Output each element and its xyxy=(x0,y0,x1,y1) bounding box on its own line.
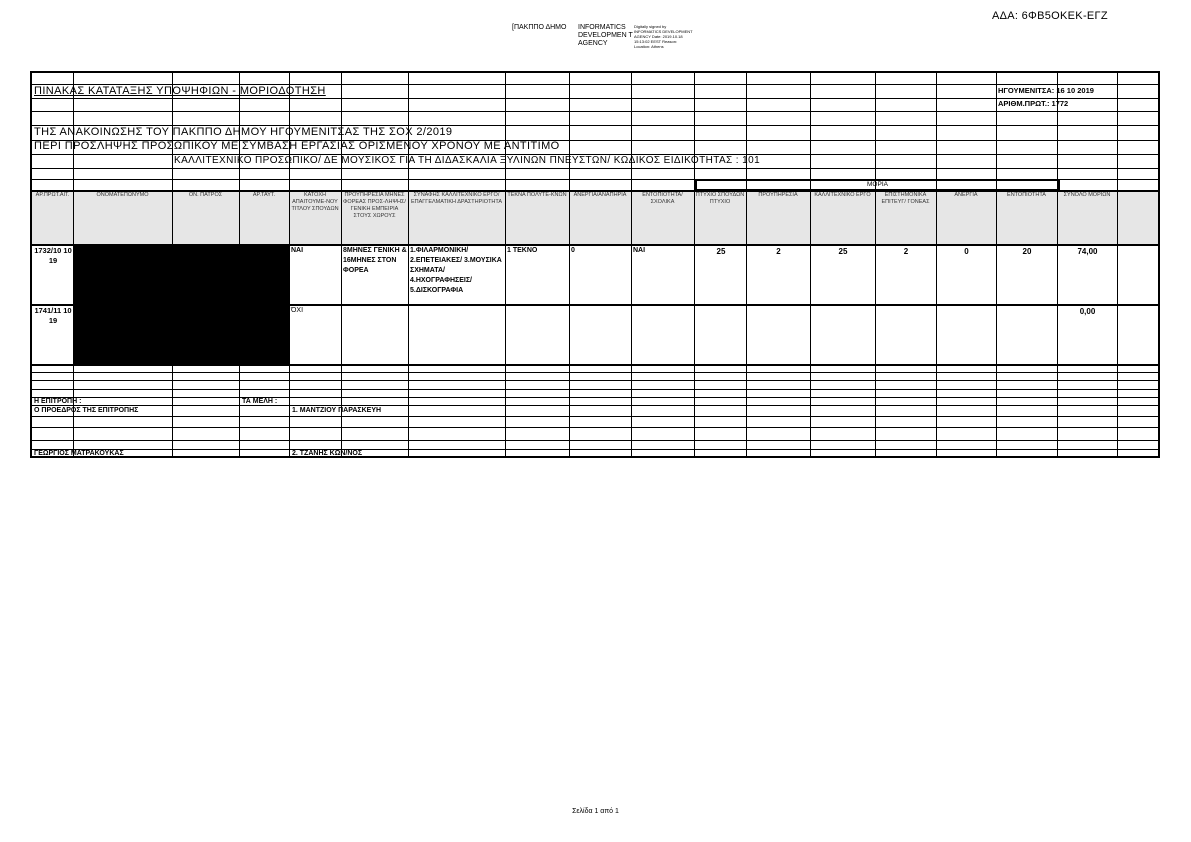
col-points-science: ΕΠΙΣΤΗΜΟΝΙΚΑ ΕΠΙΤΕΥΓ/ ΓΟΝΕΑΣ xyxy=(881,192,930,205)
row1-children: 1 ΤΕΚΝΟ xyxy=(507,247,538,254)
col-points-locality: ΕΝΤΟΠΙΟΤΗΤΑ xyxy=(1007,192,1046,198)
row1-points-service: 2 xyxy=(776,247,781,256)
col-service: ΠΡΟΥΠΗΡΕΣΙΑ ΜΗΝΕΣ ΦΟΡΕΑΣ ΠΡΟΣ-ΛΗΨΗΣ/ΓΕΝΙΚΗ ΕΜΠΕΙΡΙΑ ΣΤΟΥΣ ΧΩΡΟΥΣ xyxy=(343,192,406,219)
member1-name: 1. ΜΑΝΤΖΙΟΥ ΠΑΡΑΣΚΕΥΗ xyxy=(292,407,382,414)
col-points-artistic: ΚΑΛΛΙΤΕΧΝΙΚΟ ΕΡΓΟ xyxy=(814,192,871,198)
col-points-degree: ΠΤΥΧΙΟ ΣΠΟΥΔΩΝ ΠΤΥΧΙΟ xyxy=(695,192,745,205)
col-locality: ΕΝΤΟΠΙΟΤΗΤΑ/ ΣΧΟΛΙΚΑ xyxy=(642,192,683,205)
col-father: ΟΝ. ΠΑΤΡΟΣ xyxy=(188,192,223,198)
col-points-service: ΠΡΟΥΠΗΡΕΣΙΑ xyxy=(758,192,798,198)
moria-group-header: ΜΟΡΙΑ xyxy=(695,179,1060,191)
redacted-personal-data xyxy=(74,245,289,364)
row1-points-locality: 20 xyxy=(1022,247,1032,256)
row1-service: 8ΜΗΝΕΣ ΓΕΝΙΚΗ & 16ΜΗΝΕΣ ΣΤΟΝ ΦΟΡΕΑ xyxy=(343,247,407,274)
row1-points-artistic: 25 xyxy=(838,247,848,256)
page-footer: Σελίδα 1 από 1 xyxy=(572,808,619,815)
row1-points-unemployment: 0 xyxy=(964,247,969,256)
row1-artistic: 1.ΦΙΛΑΡΜΟΝΙΚΗ/ 2.ΕΠΕΤΕΙΑΚΕΣ/ 3.ΜΟΥΣΙΚΑ ΣΧΗΜΑΤΑ/ 4.ΗΧΟΓΡΑΦΗΣΕΙΣ/ 5.ΔΙΣΚΟΓΡΑΦΙΑ xyxy=(410,247,502,294)
col-children: ΤΕΚΝΑ ΠΟΛΥΤΕ-ΚΝΩΝ xyxy=(507,192,567,198)
signature-stamp-text: INFORMATICS DEVELOPMEN T AGENCY xyxy=(578,24,633,47)
col-name: ΟΝΟΜΑΤΕΠΩΝΥΜΟ xyxy=(96,192,149,198)
col-degree: ΚΑΤΟΧΗ ΑΠΑΙΤΟΥΜΕ-ΝΟΥ ΤΙΤΛΟΥ ΣΠΟΥΔΩΝ xyxy=(291,192,339,212)
row2-protocol: 1741/11 10 19 xyxy=(34,306,72,325)
members-label: ΤΑ ΜΕΛΗ : xyxy=(242,398,278,405)
president-name: ΓΕΩΡΓΙΟΣ ΜΑΤΡΑΚΟΥΚΑΣ xyxy=(34,450,124,457)
ada-code: ΑΔΑ: 6ΦΒ5ΟΚΕΚ-ΕΓΖ xyxy=(992,10,1108,22)
row1-total: 74,00 xyxy=(1077,247,1098,256)
president-label: Ο ΠΡΟΕΔΡΟΣ ΤΗΣ ΕΠΙΤΡΟΠΗΣ xyxy=(34,407,139,414)
row2-degree: ΌΧΙ xyxy=(291,307,304,314)
row1-protocol: 1732/10 10 19 xyxy=(34,246,72,265)
hiring-line: ΠΕΡΙ ΠΡΟΣΛΗΨΗΣ ΠΡΟΣΩΠΙΚΟΥ ΜΕ ΣΥΜΒΑΣΗ ΕΡΓΑΣΙΑΣ ΟΡΙΣΜΕΝΟΥ ΧΡΟΝΟΥ ΜΕ ΑΝΤΙΤΙΜΟ xyxy=(34,140,560,152)
announcement-line: ΤΗΣ ΑΝΑΚΟΙΝΩΣΗΣ ΤΟΥ ΠΑΚΠΠΟ ΔΗΜΟΥ ΗΓΟΥΜΕΝΙΤΣΑΣ ΤΗΣ ΣΟΧ 2/2019 xyxy=(34,126,453,138)
col-points-unemployment: ΑΝΕΡΓΙΑ xyxy=(954,192,978,198)
table-title: ΠΙΝΑΚΑΣ ΚΑΤΑΤΑΞΗΣ ΥΠΟΨΗΦΙΩΝ - ΜΟΡΙΟΔΟΤΗΣΗ xyxy=(34,85,326,97)
row1-degree: ΝΑΙ xyxy=(291,247,304,254)
row1-points-degree: 25 xyxy=(716,247,726,256)
member2-name: 2. ΤΖΑΝΗΣ ΚΩΝ/ΝΟΣ xyxy=(292,450,363,457)
committee-label: Η ΕΠΙΤΡΟΠΗ : xyxy=(34,398,82,405)
place-date: ΗΓΟΥΜΕΝΙΤΣΑ: 16 10 2019 xyxy=(998,86,1094,95)
specialty-line: ΚΑΛΛΙΤΕΧΝΙΚΟ ΠΡΟΣΩΠΙΚΟ/ ΔΕ ΜΟΥΣΙΚΟΣ ΓΙΑ ΤΗ ΔΙΔΑΣΚΑΛΙΑ ΞΥΛΙΝΩΝ ΠΝΕΥΣΤΩΝ/ ΚΩΔΙΚΟΣ ΕΙΔΙΚΟΤΗΤΑΣ : 101 xyxy=(174,155,761,166)
col-artistic: ΣΥΝΑΦΗΣ ΚΑΛΛΙΤΕΧΝΙΚΟ ΕΡΓΟ/ ΕΠΑΓΓΕΛΜΑΤΙΚΗ ΔΡΑΣΤΗΡΙΟΤΗΤΑ xyxy=(410,192,503,205)
col-protocol: ΑΡ.ΠΡΩΤ.ΑΙΤ. xyxy=(35,192,70,198)
protocol-number: ΑΡΙΘΜ.ΠΡΩΤ.: 1772 xyxy=(998,99,1069,108)
signature-digital-note: Digitally signed by INFORMATICS DEVELOPMENT AGENCY Date: 2019.10.18 15:13:02 EEST Reason: Location: Athens xyxy=(634,24,693,49)
row2-total: 0,00 xyxy=(1079,307,1096,316)
ranking-table xyxy=(30,71,1160,458)
col-id: ΑΡ.ΤΑΥΤ. xyxy=(252,192,276,198)
row1-points-science: 2 xyxy=(903,247,909,256)
row1-locality: ΝΑΙ xyxy=(633,247,646,254)
col-unemployment: ΑΝΕΡΓΙΑ/ΑΝΑΠΗΡΙΑ xyxy=(573,192,627,198)
col-total: ΣΥΝΟΛΟ ΜΟΡΙΩΝ xyxy=(1063,192,1111,198)
row1-unemployment: 0 xyxy=(571,247,575,254)
signature-org: [ΠΑΚΠΠΟ ΔΗΜΟ xyxy=(512,24,567,31)
